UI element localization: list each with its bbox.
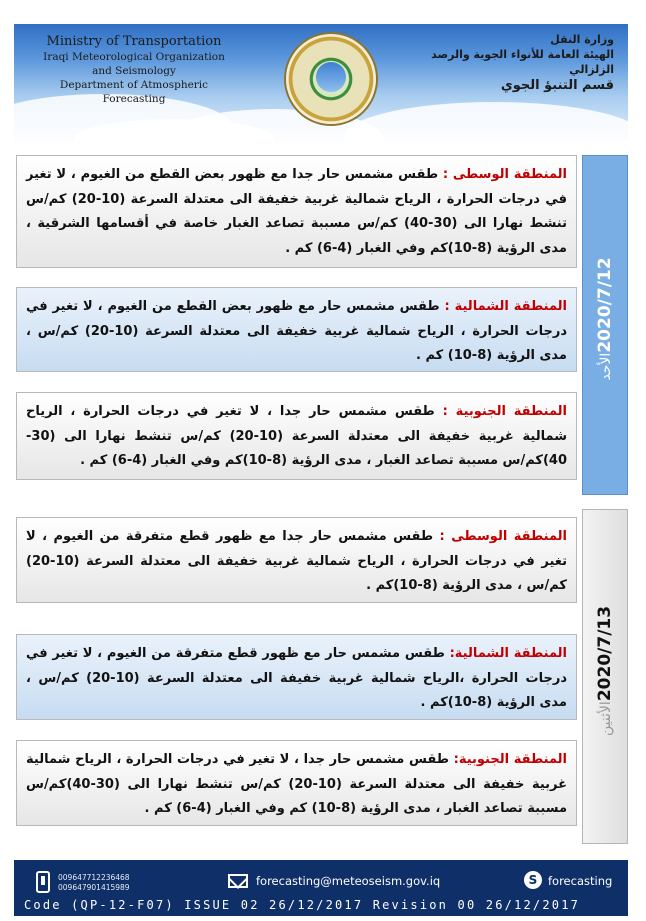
phone-number: 009647712236468	[58, 873, 130, 882]
skype-icon: S	[524, 871, 542, 889]
phone-numbers	[58, 873, 130, 893]
forecast-text: طقس مشمس حار جدا مع ظهور بعض القطع من الغيوم ، لا تغير في درجات الحرارة ، الرياح شمالية غربية خفيفة الى معتدلة السرعة (10-20) كم/س تنشط نهارا الى (30-40) كم/س مسببة تصاعد الغبار خاصة في أقسامها الشرقية ، مدى الرؤية (8-10)كم وفي الغبار (4-6) كم .	[26, 167, 567, 256]
ministry-name-ar: وزارة النقل	[550, 33, 614, 46]
date-bar-day2	[582, 509, 628, 844]
region-label: المنطقة الوسطى :	[439, 529, 568, 544]
email-link[interactable]: forecasting@meteoseism.gov.iq	[256, 874, 441, 888]
phone-icon	[36, 871, 50, 893]
department-name-ar: قسم التنبؤ الجوي	[500, 78, 614, 93]
day-name: الأثنين	[598, 700, 614, 736]
date-label-day1	[595, 257, 615, 392]
forecast-box-day2-north	[16, 634, 577, 720]
phone-number: 009647901415989	[58, 883, 130, 892]
forecast-box-day1-south	[16, 392, 577, 480]
forecast-text: طقس مشمس حار مع ظهور بعض القطع من الغيوم ، لا تغير في درجات الحرارة ، الرياح شمالية غربية خفيفة الى معتدلة السرعة (10-20) كم/س ، مدى الرؤية (8-10) كم .	[26, 299, 567, 363]
forecast-text: طقس مشمس حار جدا ، لا تغير في درجات الحرارة ، الرياح شمالية غربية خفيفة الى معتدلة السرعة (10-20) كم/س تنشط نهارا الى (30-40)كم/س مسببة تصاعد الغبار ، مدى الرؤية (8-10) كم وفي الغبار (4-6) كم .	[26, 752, 567, 816]
forecast-text: طقس مشمس حار جدا ، لا تغير في درجات الحرارة ، الرياح شمالية غربية خفيفة الى معتدلة السرعة (10-20) كم/س تنشط نهارا الى (30-40)كم/س مسببة تصاعد الغبار ، مدى الرؤية (8-10)كم وفي الغبار (4-6) كم .	[26, 404, 567, 468]
day-name: الأحد	[598, 352, 614, 381]
ministry-name-en: Ministry of Transportation	[46, 34, 222, 49]
organization-name-ar: الهيئة العامة للأنواء الجوية والرصد الزلزالي	[431, 48, 614, 76]
date-value: 2020/7/12	[595, 257, 615, 353]
date-value: 2020/7/13	[595, 605, 615, 701]
mail-icon	[228, 874, 248, 888]
footer-bar	[14, 860, 628, 916]
organization-logo	[286, 34, 376, 124]
header-english	[34, 34, 234, 106]
date-bar-day1	[582, 155, 628, 495]
region-label: المنطقة الشمالية :	[444, 299, 568, 314]
forecast-text: طقس مشمس حار مع ظهور قطع متفرقة من الغيوم ، لا تغير في درجات الحرارة ،الرياح شمالية غربية خفيفة الى معتدلة السرعة (10-20) كم/س ، مدى الرؤية (8-10)كم .	[26, 646, 568, 710]
department-name-en: Department of Atmospheric Forecasting	[59, 79, 209, 105]
forecast-text: طقس مشمس حار جدا مع ظهور قطع متفرقة من الغيوم ، لا تغير في درجات الحرارة ، الرياح شمالية غربية خفيفة الى معتدلة السرعة (10-20) كم/س ، مدى الرؤية (8-10)كم .	[26, 529, 567, 593]
header-arabic	[394, 32, 614, 95]
document-code: Code (QP-12-F07) ISSUE 02 26/12/2017 Revision 00 26/12/2017	[24, 898, 581, 912]
region-label: المنطقة الجنوبية :	[442, 404, 568, 419]
forecast-box-day1-north	[16, 287, 577, 372]
region-label: المنطقة الجنوبية:	[453, 752, 567, 767]
region-label: المنطقة الشمالية:	[449, 646, 567, 661]
region-label: المنطقة الوسطى :	[442, 167, 567, 182]
skype-handle[interactable]: forecasting	[548, 874, 613, 888]
date-label-day2	[595, 605, 615, 747]
forecast-box-day1-central	[16, 155, 577, 268]
forecast-box-day2-central	[16, 517, 577, 603]
organization-name-en: Iraqi Meteorological Organization and Seismology	[43, 51, 225, 77]
forecast-box-day2-south	[16, 740, 577, 826]
header-banner	[14, 24, 628, 142]
